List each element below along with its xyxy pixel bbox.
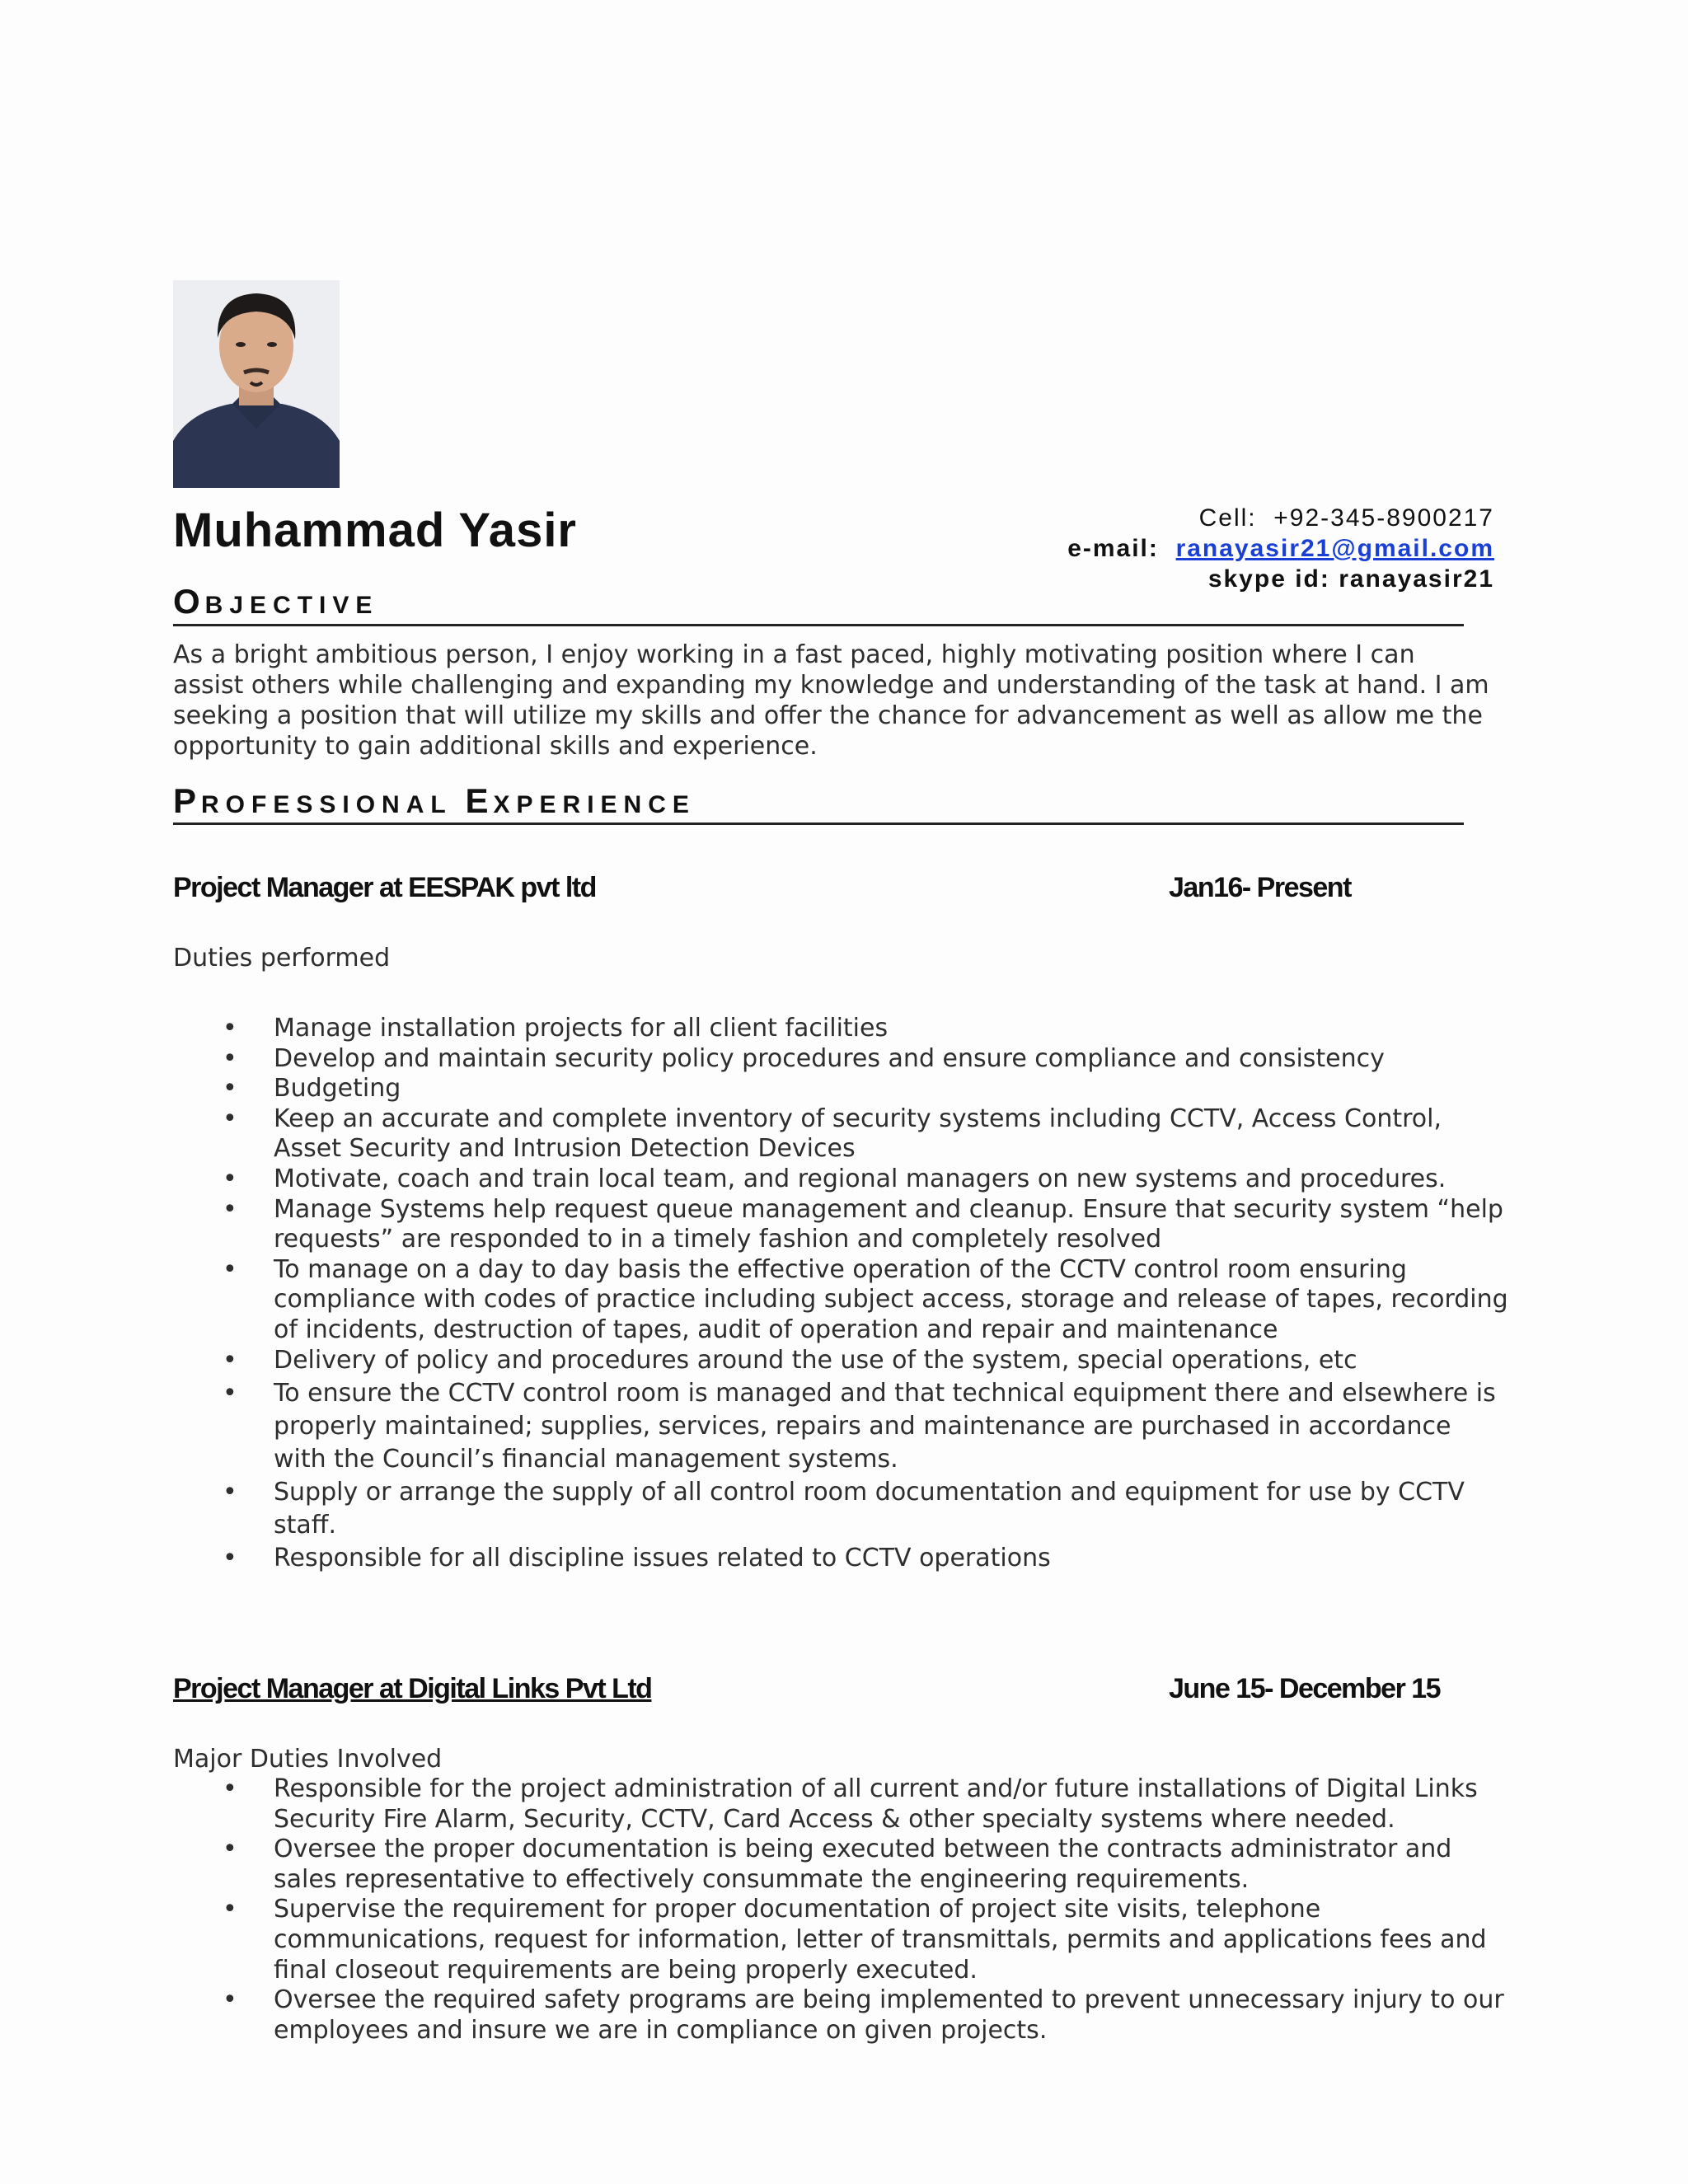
list-item: • Budgeting (173, 1074, 1508, 1104)
objective-heading-rest: BJECTIVE (204, 592, 379, 619)
duties-list (173, 1014, 1508, 1574)
list-item: • To manage on a day to day basis the effective operation of the CCTV control room ensuring compliance with codes of practice including subject access, storage and release of tapes, recording of incidents, destruction of tapes, audit of operation and repair and maintenance (173, 1255, 1508, 1346)
cell-label: Cell: (1198, 504, 1257, 532)
email-label: e-mail: (1067, 535, 1159, 562)
objective-heading (173, 582, 378, 621)
profile-photo (173, 280, 340, 488)
experience-heading (173, 781, 696, 821)
cell-value: +92-345-8900217 (1273, 504, 1494, 532)
duties-list (173, 1774, 1508, 2046)
experience-heading-rest-1: ROFESSIONAL (201, 791, 466, 818)
contact-block (1067, 503, 1494, 594)
list-item: • Delivery of policy and procedures around the use of the system, special operations, etc (173, 1346, 1508, 1376)
job-title: Project Manager at Digital Links Pvt Ltd (173, 1673, 652, 1704)
job-dates: Jan16- Present (1169, 872, 1351, 903)
candidate-name: Muhammad Yasir (173, 504, 578, 557)
list-item: • Oversee the proper documentation is being executed between the contracts administrator and sales representative to effectively consummate the engineering requirements. (173, 1835, 1508, 1895)
list-item: • Keep an accurate and complete inventory of security systems including CCTV, Access Control, Asset Security and Intrusion Detection Devices (173, 1104, 1508, 1165)
experience-heading-cap-p: P (173, 781, 202, 820)
list-item: • Responsible for the project administration of all current and/or future installations of Digital Links Security Fire Alarm, Security, CCTV, Card Access & other specialty systems where needed. (173, 1774, 1508, 1835)
list-item: • Manage installation projects for all client facilities (173, 1014, 1508, 1044)
list-item: • Supervise the requirement for proper documentation of project site visits, telephone communications, request for information, letter of transmittals, permits and applications fees and final closeout requirements are being properly executed. (173, 1895, 1508, 1985)
list-item: • Oversee the required safety programs are being implemented to prevent unnecessary injury to our employees and insure we are in compliance on given projects. (173, 1985, 1508, 2046)
job-dates: June 15- December 15 (1169, 1673, 1441, 1704)
email-link[interactable]: ranayasir21@gmail.com (1175, 535, 1494, 562)
experience-heading-cap-e: E (465, 781, 494, 820)
experience-heading-rest-2: XPERIENCE (493, 791, 696, 818)
objective-text: As a bright ambitious person, I enjoy working in a fast paced, highly motivating position where I can assist others while challenging and expanding my knowledge and understanding of the task at hand. I am seeking a position that will utilize my skills and offer the chance for advancement as well as allow me the opportunity to gain additional skills and experience. (173, 640, 1489, 761)
email-line (1067, 533, 1494, 564)
objective-heading-cap: O (173, 582, 205, 621)
duties-intro: Major Duties Involved (173, 1745, 443, 1774)
list-item: • Motivate, coach and train local team, and regional managers on new systems and procedures. (173, 1165, 1508, 1195)
list-item: • Supply or arrange the supply of all control room documentation and equipment for use by CCTV staff. (173, 1476, 1508, 1542)
objective-divider (173, 624, 1464, 626)
list-item: • Responsible for all discipline issues related to CCTV operations (173, 1544, 1508, 1574)
cell-line (1067, 503, 1494, 533)
list-item: • Develop and maintain security policy procedures and ensure compliance and consistency (173, 1044, 1508, 1075)
experience-divider (173, 823, 1464, 825)
list-item: • To ensure the CCTV control room is managed and that technical equipment there and elsewhere is properly maintained; supplies, services, repairs and maintenance are purchased in accordance with the Council’s financial management systems. (173, 1377, 1508, 1476)
list-item: • Manage Systems help request queue management and cleanup. Ensure that security system “help requests” are responded to in a timely fashion and completely resolved (173, 1195, 1508, 1255)
skype-line: skype id: ranayasir21 (1207, 565, 1494, 593)
job-title: Project Manager at EESPAK pvt ltd (173, 872, 596, 903)
duties-intro: Duties performed (173, 944, 391, 972)
